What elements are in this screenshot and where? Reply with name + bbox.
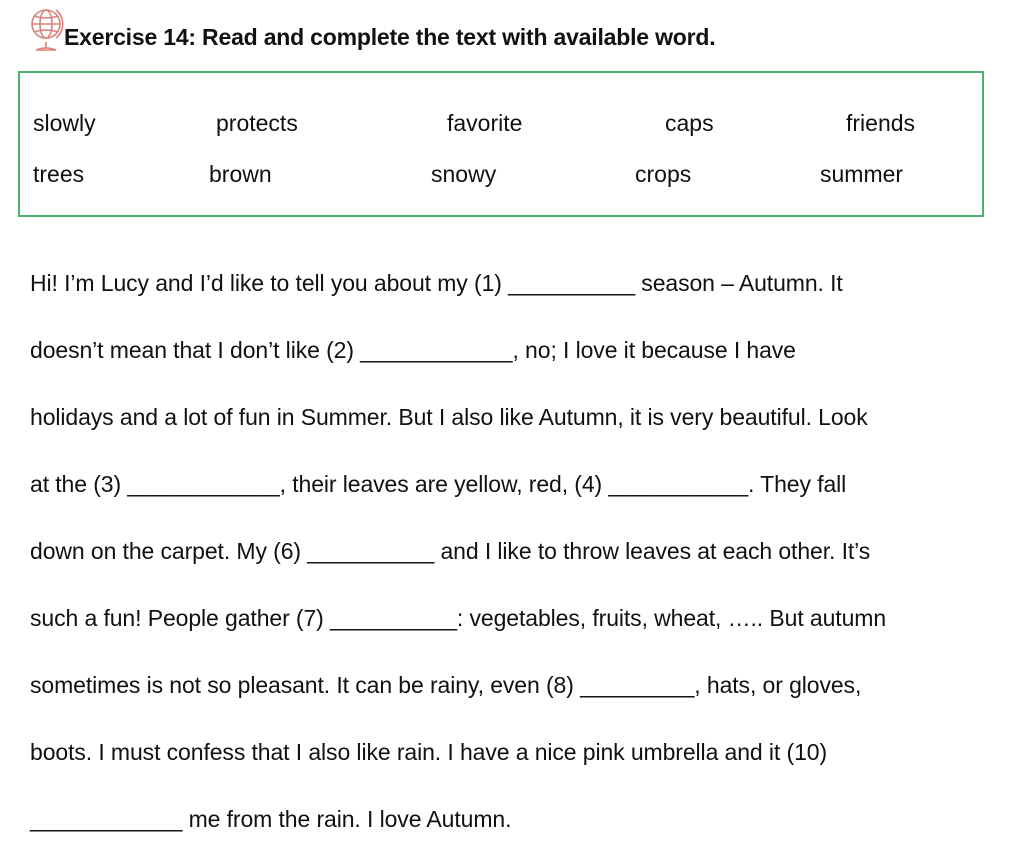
word-bank-box	[18, 71, 984, 217]
passage-line: at the (3) ____________, their leaves are yellow, red, (4) ___________. They fall	[30, 471, 847, 497]
passage-line: down on the carpet. My (6) __________ and I like to throw leaves at each other. It’s	[30, 538, 871, 564]
passage-line: Hi! I’m Lucy and I’d like to tell you about my (1) __________ season – Autumn. It	[30, 270, 843, 296]
word-bank-item: favorite	[447, 110, 523, 136]
passage-line: sometimes is not so pleasant. It can be rainy, even (8) _________, hats, or gloves,	[30, 672, 862, 698]
word-bank-item: trees	[33, 161, 85, 187]
globe-icon	[26, 4, 68, 54]
passage-line: ____________ me from the rain. I love Autumn.	[30, 806, 512, 832]
word-bank-item: crops	[635, 161, 692, 187]
passage-line: such a fun! People gather (7) __________: vegetables, fruits, wheat, ….. But autumn	[30, 605, 887, 631]
word-bank-item: slowly	[33, 110, 96, 136]
exercise-header	[26, 4, 986, 54]
word-bank-item: protects	[216, 110, 298, 136]
passage-line: doesn’t mean that I don’t like (2) ____________, no; I love it because I have	[30, 337, 796, 363]
word-bank-item: brown	[209, 161, 272, 187]
word-bank-item: snowy	[431, 161, 497, 187]
passage-line: boots. I must confess that I also like rain. I have a nice pink umbrella and it (10)	[30, 739, 828, 765]
exercise-title: Exercise 14: Read and complete the text with available word.	[64, 24, 716, 50]
word-bank-item: summer	[820, 161, 904, 187]
passage-line: holidays and a lot of fun in Summer. But I also like Autumn, it is very beautiful. Look	[30, 404, 868, 430]
word-bank-item: caps	[665, 110, 714, 136]
word-bank-item: friends	[846, 110, 916, 136]
